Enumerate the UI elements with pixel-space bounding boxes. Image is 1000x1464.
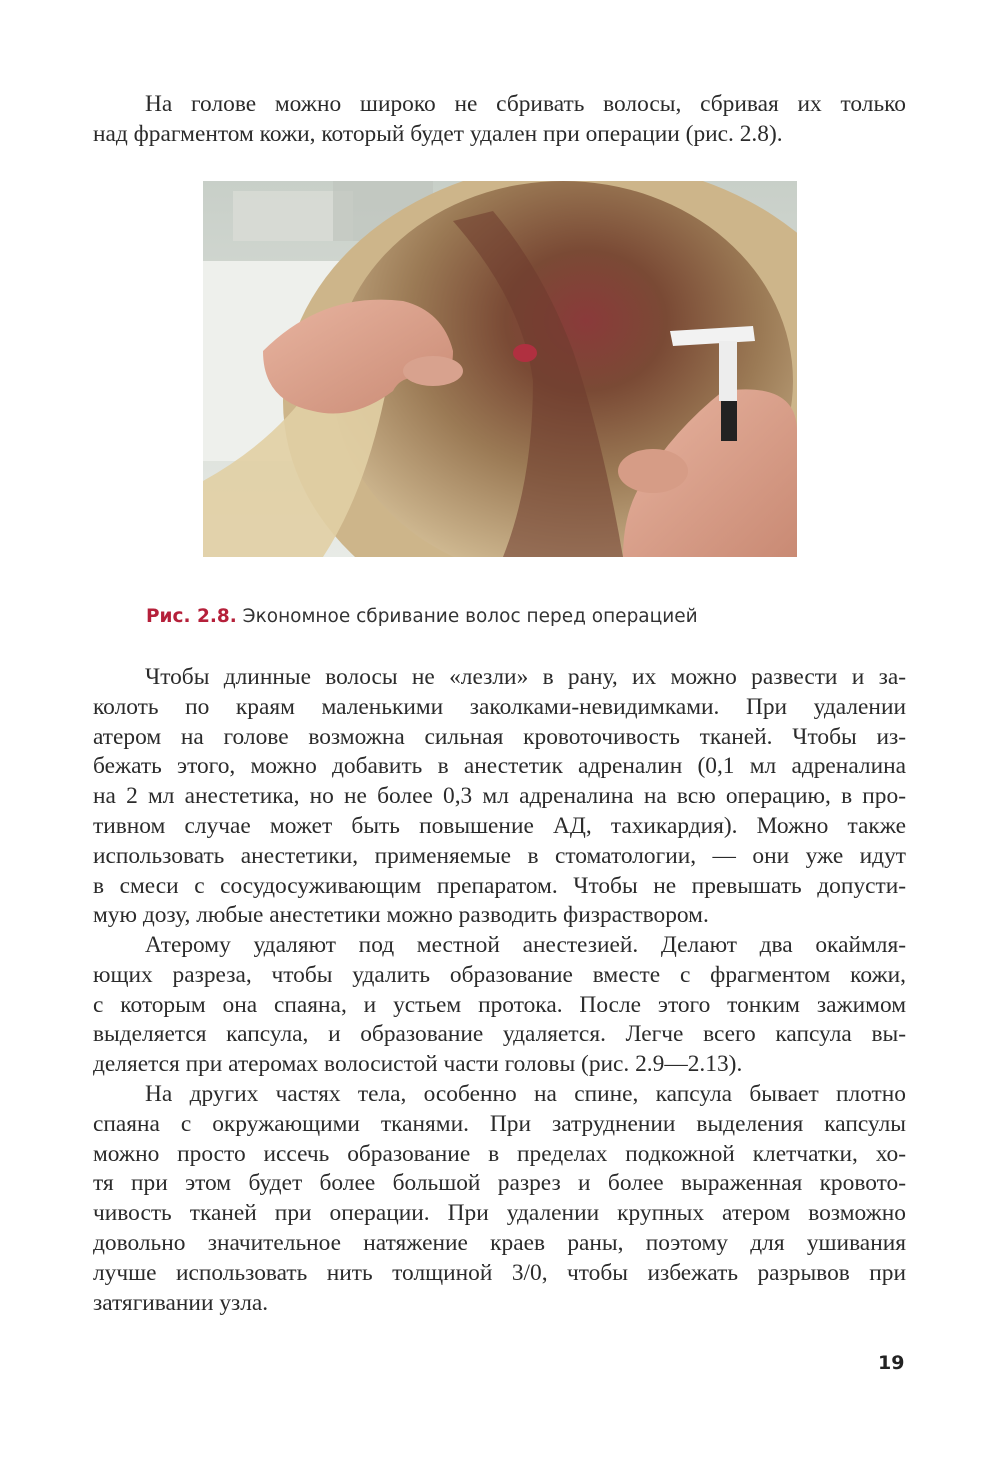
text-line: мую дозу, любые анестетики можно разводить физраствором. xyxy=(93,902,709,929)
text-line: На других частях тела, особенно на спине, капсула бывает плотно xyxy=(145,1081,906,1107)
text-line: бежать этого, можно добавить в анестетик адреналин (0,1 мл адреналина xyxy=(93,753,906,780)
text-line: над фрагментом кожи, который будет удален при операции (рис. 2.8). xyxy=(93,120,783,147)
text-line: колоть по краям маленькими заколками-невидимками. При удалении xyxy=(93,693,906,720)
text-line: выделяется капсула, и образование удаляется. Легче всего капсула вы- xyxy=(93,1021,906,1048)
text-line: На голове можно широко не сбривать волосы, сбривая их только xyxy=(145,91,906,117)
intro-paragraph xyxy=(93,90,906,150)
photo-image xyxy=(203,181,797,557)
figure-photo-scalp xyxy=(203,181,797,557)
figure-caption xyxy=(146,606,698,627)
text-line: тивном случае может быть повышение АД, тахикардия). Можно также xyxy=(93,812,906,839)
paragraph-1 xyxy=(93,663,906,931)
paragraph-3 xyxy=(93,1080,906,1318)
text-line: спаяна с окружающими тканями. При затруднении выделения капсулы xyxy=(93,1110,906,1137)
caption-text: Экономное сбривание волос перед операцией xyxy=(242,606,698,627)
page-number: 19 xyxy=(878,1352,905,1374)
text-line: деляется при атеромах волосистой части головы (рис. 2.9—2.13). xyxy=(93,1051,743,1078)
text-line: на 2 мл анестетика, но не более 0,3 мл адреналина на всю операцию, в про- xyxy=(93,783,906,810)
text-line: чивость тканей при операции. При удалении крупных атером возможно xyxy=(93,1200,906,1227)
text-line: лучше использовать нить толщиной 3/0, чтобы избежать разрывов при xyxy=(93,1259,906,1286)
text-line: использовать анестетики, применяемые в стоматологии, — они уже идут xyxy=(93,842,906,869)
text-line: довольно значительное натяжение краев раны, поэтому для ушивания xyxy=(93,1229,906,1256)
text-line: в смеси с сосудосуживающим препаратом. Чтобы не превышать допусти- xyxy=(93,872,906,899)
text-line: Атерому удаляют под местной анестезией. Делают два окаймля- xyxy=(145,932,906,958)
text-line: с которым она спаяна, и устьем протока. После этого тонким зажимом xyxy=(93,991,906,1018)
text-line: можно просто иссечь образование в пределах подкожной клетчатки, хо- xyxy=(93,1140,906,1167)
text-line: атером на голове возможна сильная кровоточивость тканей. Чтобы из- xyxy=(93,723,906,750)
text-line: затягивании узла. xyxy=(93,1289,269,1316)
text-line: тя при этом будет более большой разрез и более выраженная кровото- xyxy=(93,1170,906,1197)
paragraph-2 xyxy=(93,931,906,1080)
text-line: ющих разреза, чтобы удалить образование вместе с фрагментом кожи, xyxy=(93,961,906,988)
caption-label: Рис. 2.8. xyxy=(146,606,237,627)
text-line: Чтобы длинные волосы не «лезли» в рану, их можно развести и за- xyxy=(145,664,906,690)
